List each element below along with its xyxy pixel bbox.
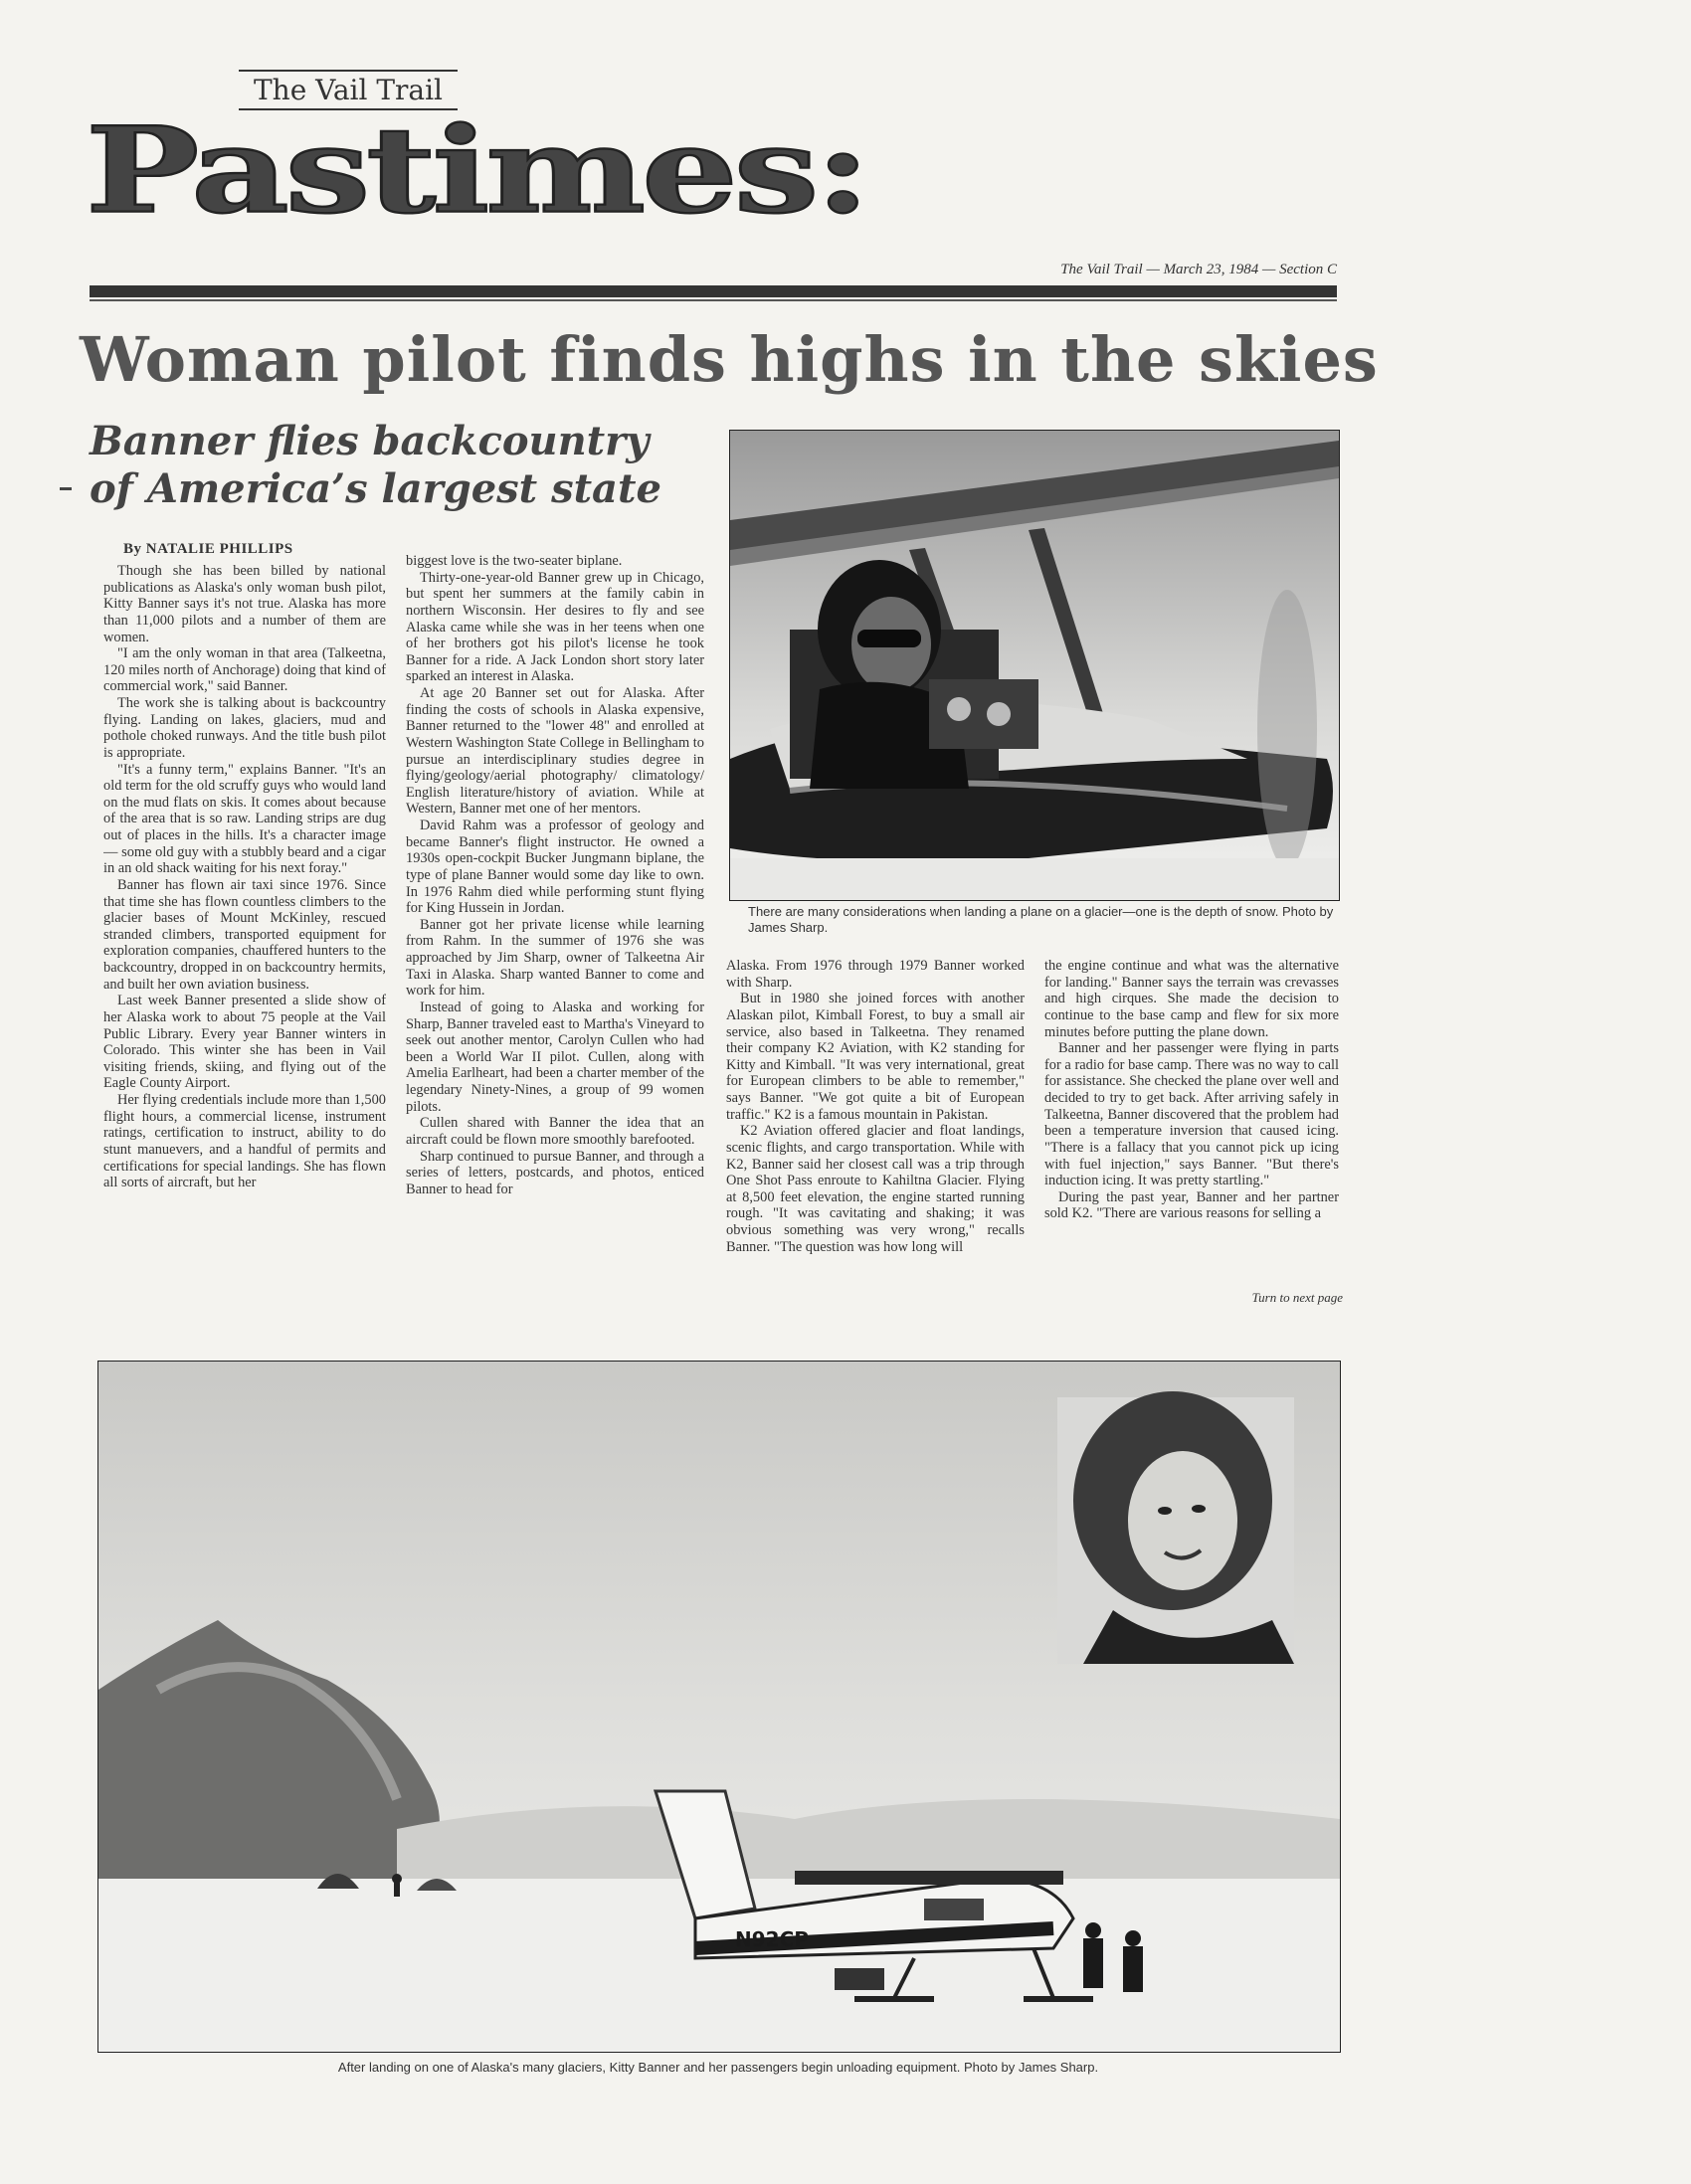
paragraph: Though she has been billed by national publications as Alaska's only woman bush pilot, Kitty Banner says it's not true. Alaska has more than 11,000 pilots and a number of them are women.	[103, 563, 386, 645]
deck-line-2: of America’s largest state	[90, 465, 661, 512]
paragraph: The work she is talking about is backcountry flying. Landing on lakes, glaciers, mud and pothole choked runways. And the title bush pilot is appropriate.	[103, 695, 386, 761]
article-column-4	[1044, 958, 1339, 1272]
paragraph: the engine continue and what was the alternative for landing." Banner says the terrain was crevasses and high cirques. She made the decision to continue to the base camp and flew for six more minutes before putting the plane down.	[1044, 958, 1339, 1040]
photo-glacier-landing	[97, 1361, 1341, 2053]
headline: Woman pilot finds highs in the skies	[80, 323, 1379, 396]
paper-name: The Vail Trail	[239, 70, 458, 110]
paragraph: Banner got her private license while learning from Rahm. In the summer of 1976 she was approached by Jim Sharp, owner of Talkeetna Air Taxi in Alaska. Sharp wanted Banner to come and work for him.	[406, 916, 704, 1000]
top-photo-caption: There are many considerations when landing a plane on a glacier—one is the depth of snow. Photo by James Sharp.	[748, 904, 1334, 936]
inset-portrait	[1057, 1391, 1294, 1664]
masthead-rule-thin	[90, 299, 1337, 301]
paragraph: Her flying credentials include more than 1,500 flight hours, a commercial license, instrument ratings, certification to instruct, ability to do stunt manuevers, and a handful of permits and certifications for special landings. She has flown all sorts of aircraft, but her	[103, 1092, 386, 1191]
paragraph: K2 Aviation offered glacier and float landings, scenic flights, and cargo transportation. While with K2, Banner said her closest call was a trip through One Shot Pass enroute to Kahiltna Glacier. Flying at 8,500 feet elevation, the engine started running rough. "It was cavitating and shaking; it was obvious something was very wrong," recalls Banner. "The question was how long will	[726, 1123, 1025, 1255]
article-column-3	[726, 958, 1025, 1334]
plane-registration: N92CP	[735, 1927, 809, 1951]
paragraph: Thirty-one-year-old Banner grew up in Chicago, but spent her summers at the family cabin in northern Wisconsin. Her desires to fly and see Alaska came while she was in her teens when one of her brothers got his pilot's license he took Banner for a ride. A Jack London short story later sparked an interest in Alaska.	[406, 569, 704, 685]
paragraph: "I am the only woman in that area (Talkeetna, 120 miles north of Anchorage) doing that kind of commercial work," said Banner.	[103, 645, 386, 695]
paragraph: But in 1980 she joined forces with another Alaskan pilot, Kimball Forest, to buy a small air service, also based in Talkeetna. They renamed their company K2 Aviation, with K2 standing for Kitty and Kimball. "It was very international, great for European climbers to be able to remember," says Banner. "We got quite a bit of European traffic." K2 is a famous mountain in Pakistan.	[726, 991, 1025, 1123]
deck	[90, 418, 686, 513]
bottom-photo-caption: After landing on one of Alaska's many glaciers, Kitty Banner and her passengers begin unloading equipment. Photo by James Sharp.	[337, 2060, 1099, 2075]
paragraph: David Rahm was a professor of geology and became Banner's flight instructor. He owned a 1930s open-cockpit Bucker Jungmann biplane, the type of plane Banner would some day like to own. In 1976 Rahm died while performing stunt flying for King Hussein in Jordan.	[406, 818, 704, 917]
photo-pilot-cockpit-image	[730, 431, 1339, 900]
paragraph: Alaska. From 1976 through 1979 Banner worked with Sharp.	[726, 958, 1025, 991]
photo-glacier-landing-image	[98, 1362, 1340, 2052]
paragraph: Banner has flown air taxi since 1976. Since that time she has flown countless climbers to the glacier bases of Mount McKinley, rescued stranded climbers, transported equipment for exploration companies, chauffered hunters to the backcountry, dropped in on backcountry hermits, and built her own aviation business.	[103, 876, 386, 993]
paragraph: "It's a funny term," explains Banner. "It's an old term for the old scruffy guys who would land on the mud flats on skis. It comes about because of the area that is so raw. Landing strips are dug out of places in the hills. It's a character image — some old guy with a stubbly beard and a cigar in an old shack waiting for his next foray."	[103, 761, 386, 877]
article-column-1	[103, 563, 386, 1331]
jump-line: Turn to next page	[1251, 1290, 1343, 1305]
paragraph: At age 20 Banner set out for Alaska. After finding the costs of schools in Alaska expensive, Banner returned to the "lower 48" and enrolled at Western Washington State College in Bellingham to pursue an interdisciplinary studies degree in flying/geology/aerial photography/ climatology/ English literature/history of aviation. While at Western, Banner met one of her mentors.	[406, 685, 704, 818]
byline: By NATALIE PHILLIPS	[123, 541, 293, 557]
photo-pilot-cockpit	[729, 430, 1340, 901]
paragraph: Last week Banner presented a slide show of her Alaska work to about 75 people at the Vail Public Library. Every year Banner winters in Colorado. This winter she has been in Vail visiting friends, skiing, and flying out of the Eagle County Airport.	[103, 993, 386, 1092]
dateline: The Vail Trail — March 23, 1984 — Section C	[1060, 262, 1337, 277]
article-column-2	[406, 553, 704, 1331]
margin-dash	[60, 487, 72, 490]
section-title: Pastimes:	[86, 100, 867, 240]
paragraph: During the past year, Banner and her partner sold K2. "There are various reasons for selling a	[1044, 1188, 1339, 1222]
paragraph: Instead of going to Alaska and working for Sharp, Banner traveled east to Martha's Vineyard to seek out another mentor, Carolyn Cullen who had been a World War II pilot. Cullen, along with Amelia Earlheart, had been a charter member of the legendary Ninety-Nines, a group of 99 women pilots.	[406, 999, 704, 1115]
deck-line-1: Banner flies backcountry	[90, 418, 650, 464]
paragraph: biggest love is the two-seater biplane.	[406, 553, 623, 569]
paragraph: Banner and her passenger were flying in parts for a radio for base camp. There was no way to call for assistance. She checked the plane over well and decided to try to get back. After arriving safely in Talkeetna, Banner discovered that the problem had been a temperature inversion that caused icing. "There is a fallacy that you cannot pick up icing with fuel injection," says Banner. "But there's induction icing. It was pretty startling."	[1044, 1040, 1339, 1189]
paragraph: Cullen shared with Banner the idea that an aircraft could be flown more smoothly barefooted.	[406, 1115, 704, 1148]
paragraph: Sharp continued to pursue Banner, and through a series of letters, postcards, and photos, enticed Banner to head for	[406, 1148, 704, 1197]
masthead-rule	[90, 285, 1337, 297]
